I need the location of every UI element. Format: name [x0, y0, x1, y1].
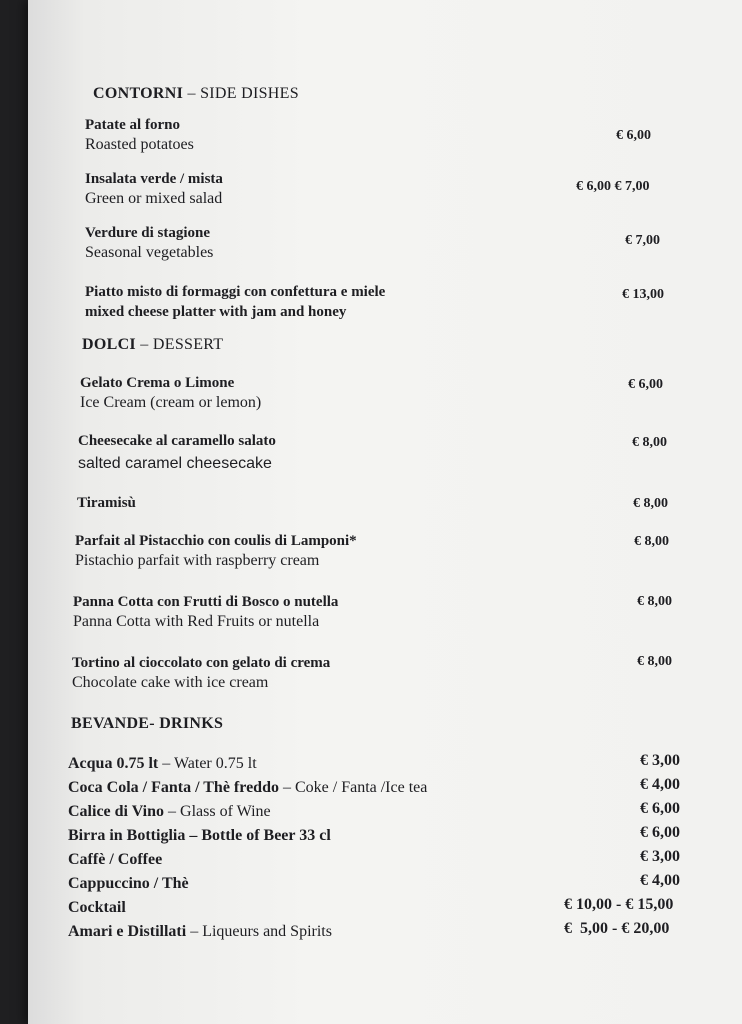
section-title-sep: – — [187, 85, 196, 102]
drink-item — [68, 777, 427, 799]
drink-name-it: Amari e Distillati — [68, 923, 187, 940]
drink-price: € 6,00 — [640, 824, 680, 841]
item-name-it: Insalata verde / mista — [85, 171, 223, 187]
item-price: € 7,00 — [625, 233, 660, 248]
drink-name-en: Liqueurs and Spirits — [202, 923, 332, 940]
item-name-en: Seasonal vegetables — [85, 244, 214, 261]
menu-page — [28, 0, 742, 1024]
drink-price: € 5,00 - € 20,00 — [564, 920, 670, 937]
item-price: € 8,00 — [637, 654, 672, 669]
item-name-it: Parfait al Pistacchio con coulis di Lamponi* — [75, 533, 357, 549]
drink-item — [68, 921, 332, 943]
drink-name-it: Cocktail — [68, 899, 126, 916]
section-title-sep: – — [140, 336, 149, 353]
item-name-it: Cheesecake al caramello salato — [78, 433, 276, 449]
drink-price: € 4,00 — [640, 872, 680, 889]
item-price: € 13,00 — [622, 287, 664, 302]
menu-item — [73, 592, 673, 632]
item-name-it: Patate al forno — [85, 117, 180, 133]
item-price: € 8,00 — [637, 594, 672, 609]
drink-name-it: Calice di Vino — [68, 803, 165, 820]
drink-name-en: Glass of Wine — [180, 803, 271, 820]
menu-item — [80, 373, 680, 413]
item-price: € 6,00 € 7,00 — [576, 179, 650, 194]
item-name-en: Ice Cream (cream or lemon) — [80, 394, 262, 411]
item-name-it: Panna Cotta con Frutti di Bosco o nutella — [73, 594, 339, 610]
item-name-en: Panna Cotta with Red Fruits or nutella — [73, 613, 320, 630]
drink-item — [68, 801, 271, 823]
section-title-it: CONTORNI — [93, 85, 184, 102]
drink-name-it: Acqua 0.75 lt — [68, 755, 159, 772]
section-title-en: SIDE DISHES — [200, 85, 299, 102]
section-title-side-dishes — [93, 85, 299, 103]
menu-item — [77, 493, 677, 513]
section-title-drinks — [71, 715, 223, 733]
item-name-en: Chocolate cake with ice cream — [72, 674, 269, 691]
section-title-dessert — [82, 336, 223, 354]
drink-sep: – — [158, 755, 174, 772]
menu-item — [85, 115, 685, 155]
drink-name-en: Water 0.75 lt — [173, 755, 257, 772]
section-title-it: DOLCI — [82, 336, 136, 353]
item-price: € 6,00 — [616, 128, 651, 143]
drink-item — [68, 873, 189, 895]
section-title-text: BEVANDE- DRINKS — [71, 715, 224, 732]
drink-item — [68, 897, 126, 919]
section-title-en: DESSERT — [152, 336, 224, 353]
item-name-it: Gelato Crema o Limone — [80, 375, 235, 391]
menu-item — [85, 223, 685, 263]
drink-name-it: Birra in Bottiglia – Bottle of Beer 33 cl — [68, 827, 331, 844]
drink-item — [68, 849, 162, 871]
item-name-en: mixed cheese platter with jam and honey — [85, 304, 347, 320]
item-name-en: Green or mixed salad — [85, 190, 223, 207]
drink-item — [68, 825, 331, 847]
item-name-en: Roasted potatoes — [85, 136, 194, 153]
drink-sep: – — [186, 923, 203, 940]
drink-price: € 10,00 - € 15,00 — [564, 896, 674, 913]
item-price: € 8,00 — [633, 496, 668, 511]
item-name-it: Piatto misto di formaggi con confettura e miele — [85, 284, 386, 300]
menu-item — [78, 431, 678, 474]
drink-name-it: Coca Cola / Fanta / Thè freddo — [68, 779, 279, 796]
drink-name-it: Cappuccino / Thè — [68, 875, 189, 892]
item-name-en: salted caramel cheesecake — [78, 455, 272, 472]
drink-price: € 3,00 — [640, 752, 680, 769]
drink-price: € 6,00 — [640, 800, 680, 817]
drink-item — [68, 753, 257, 775]
drink-name-it: Caffè / Coffee — [68, 851, 163, 868]
menu-item — [72, 653, 672, 693]
menu-item — [85, 282, 685, 322]
item-price: € 8,00 — [634, 534, 669, 549]
menu-item — [75, 531, 675, 571]
item-price: € 8,00 — [632, 435, 667, 450]
item-price: € 6,00 — [628, 377, 663, 392]
drink-price: € 3,00 — [640, 848, 680, 865]
drink-price: € 4,00 — [640, 776, 680, 793]
item-name-en: Pistachio parfait with raspberry cream — [75, 552, 320, 569]
drink-sep: – — [278, 779, 295, 796]
item-name-it: Tortino al cioccolato con gelato di crema — [72, 655, 331, 671]
drink-sep: – — [164, 803, 181, 820]
item-name-it: Verdure di stagione — [85, 225, 211, 241]
drink-name-en: Coke / Fanta /Ice tea — [294, 779, 428, 796]
item-name-it: Tiramisù — [77, 495, 136, 511]
